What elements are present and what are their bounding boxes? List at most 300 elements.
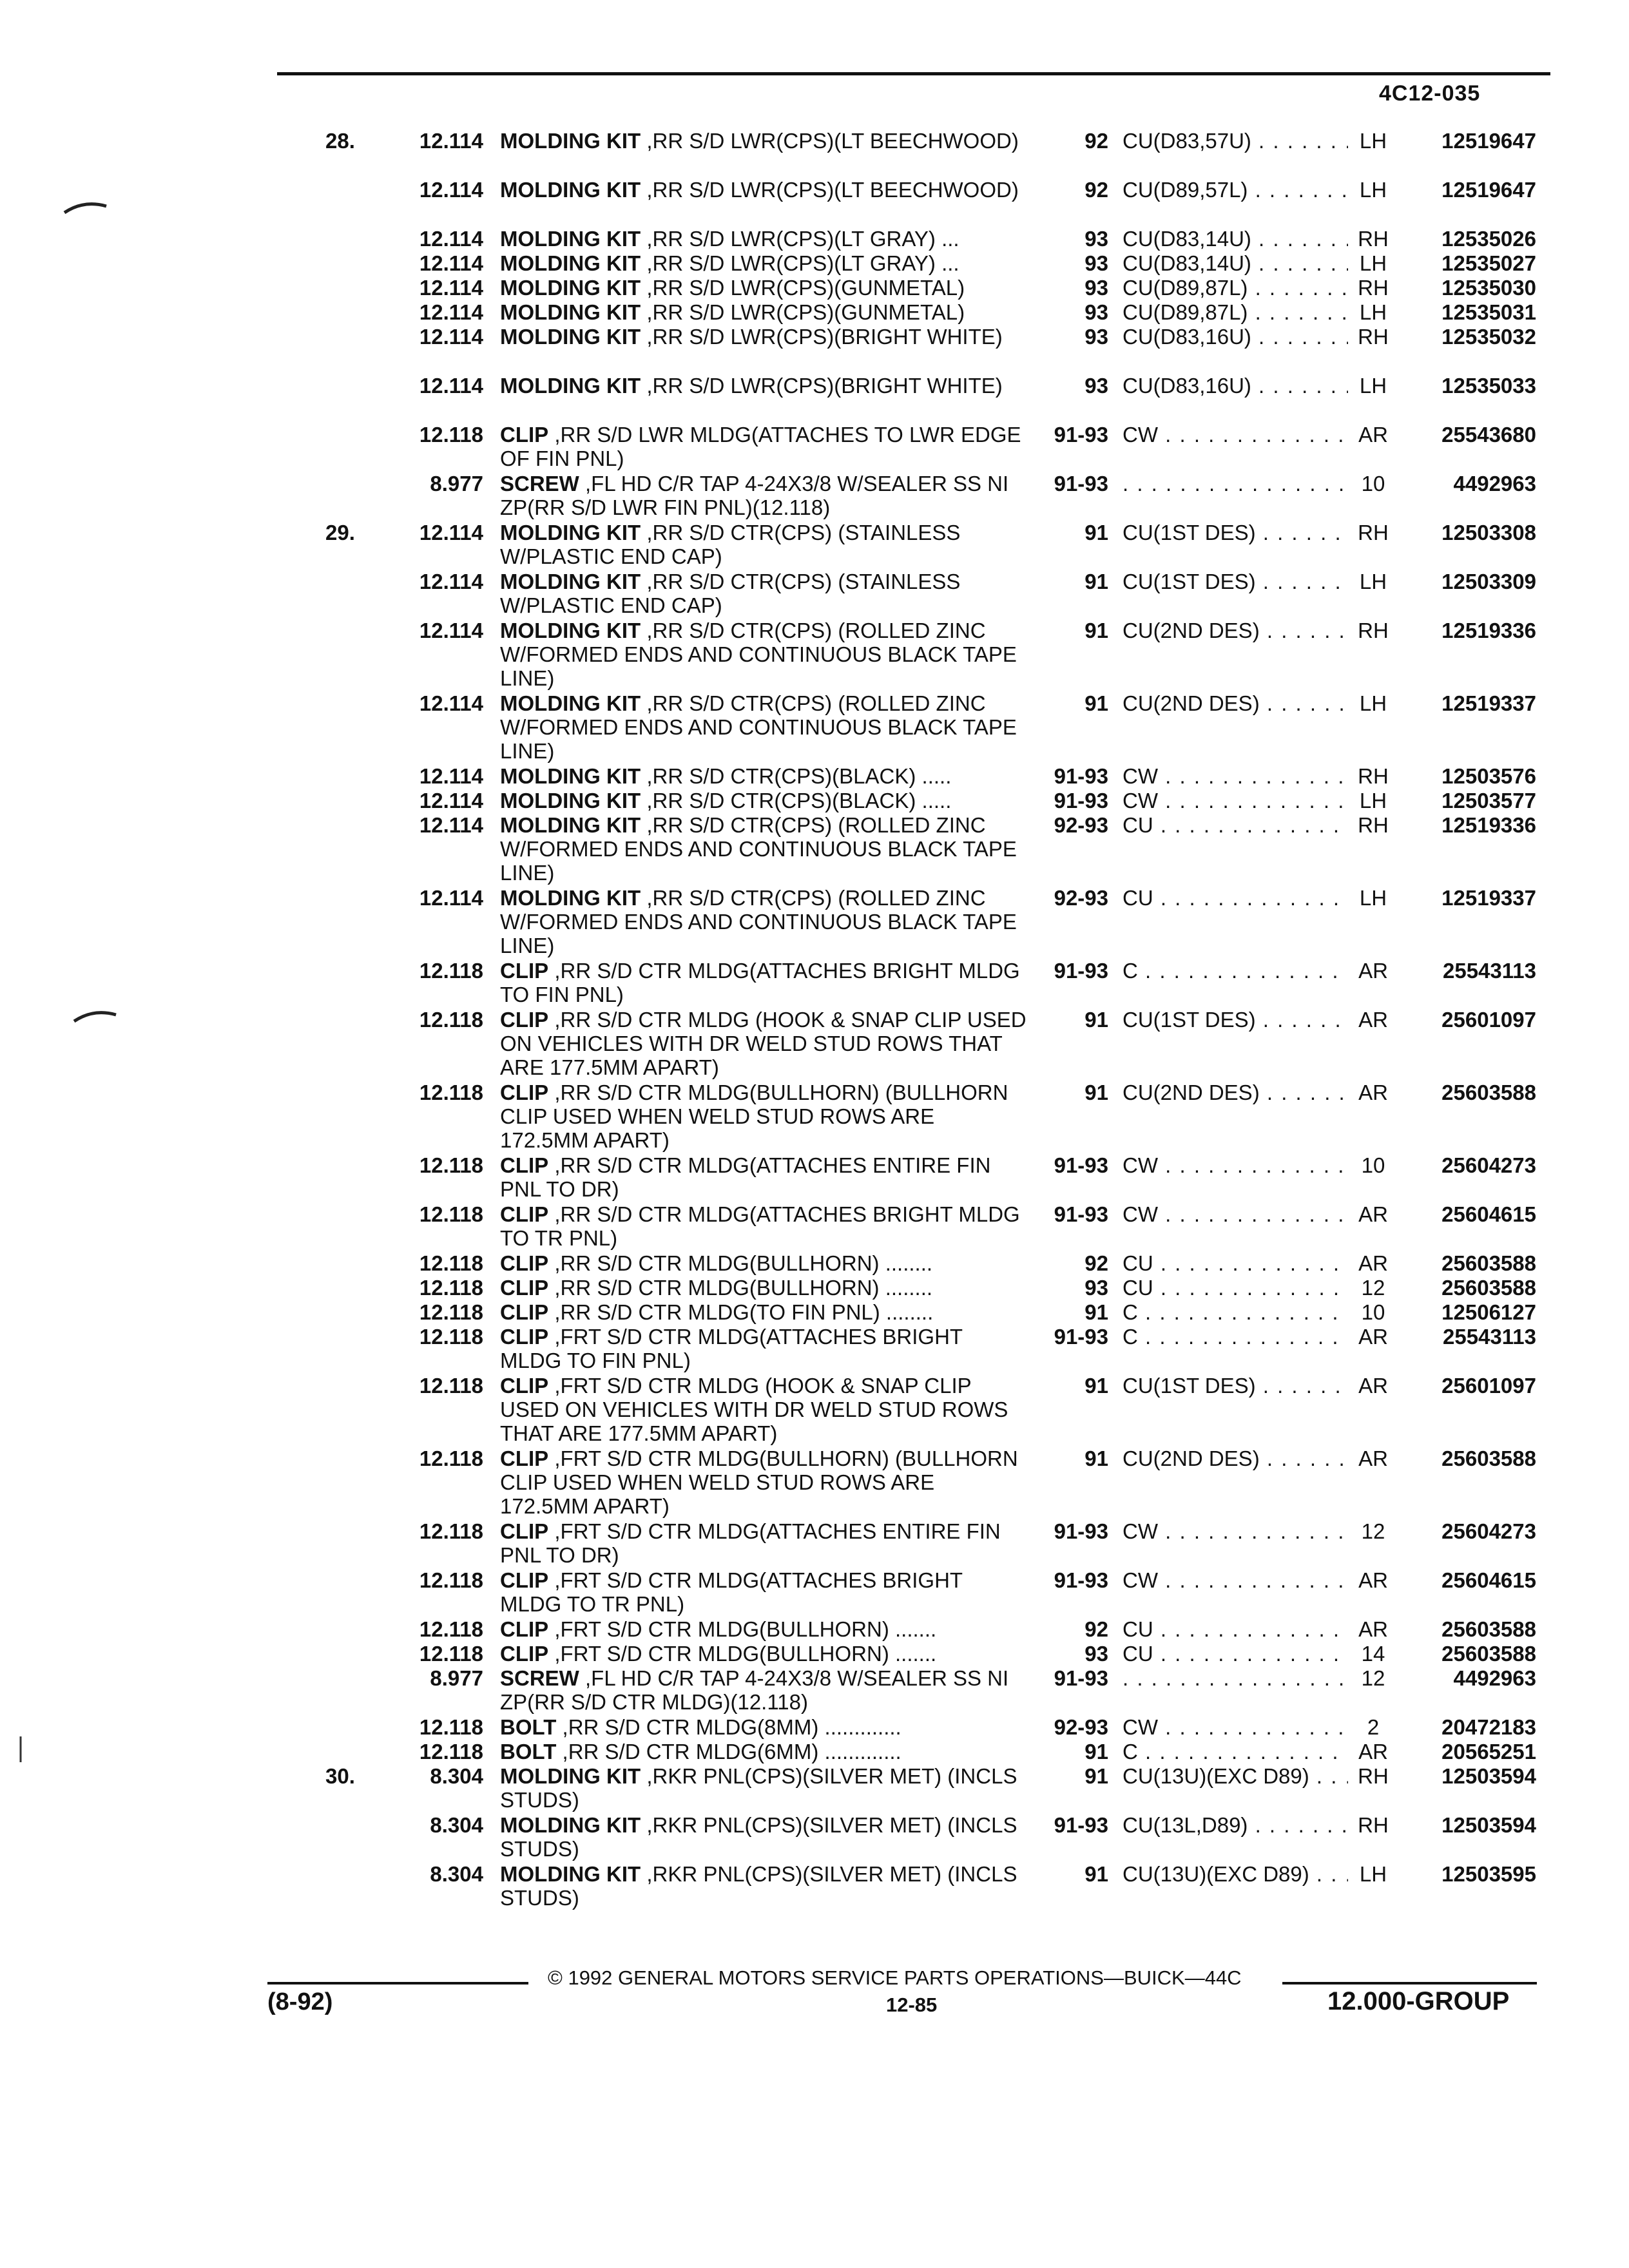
part-detail: ,RR S/D CTR(CPS)(BLACK) ..... bbox=[641, 764, 952, 788]
usage-code: C . . . bbox=[1123, 1300, 1348, 1324]
usage-code: CU(2ND DES) . . . bbox=[1123, 1081, 1348, 1104]
part-description bbox=[500, 691, 1028, 763]
list-item bbox=[0, 1446, 1629, 1519]
usage-code: C . . . bbox=[1123, 959, 1348, 983]
part-name: MOLDING KIT bbox=[500, 764, 641, 788]
group-number: 12.114 bbox=[419, 129, 483, 153]
list-item bbox=[0, 472, 1629, 521]
model-year: 93 bbox=[1084, 276, 1108, 300]
group-number: 12.114 bbox=[419, 619, 483, 642]
group-number: 8.304 bbox=[430, 1813, 483, 1837]
part-name: BOLT bbox=[500, 1715, 557, 1739]
part-description bbox=[500, 1740, 1028, 1763]
part-number: 25603588 bbox=[1441, 1081, 1536, 1104]
list-item bbox=[0, 129, 1629, 178]
part-number: 12503594 bbox=[1441, 1813, 1536, 1837]
model-year: 93 bbox=[1084, 251, 1108, 275]
group-number: 12.114 bbox=[419, 691, 483, 715]
quantity: AR bbox=[1358, 1008, 1388, 1032]
model-year: 92 bbox=[1084, 129, 1108, 153]
group-number: 12.118 bbox=[419, 1519, 483, 1543]
list-item bbox=[0, 521, 1629, 570]
part-name: CLIP bbox=[500, 1202, 549, 1226]
group-number: 12.118 bbox=[419, 1617, 483, 1641]
usage-code: CU(D83,16U) . . . bbox=[1123, 325, 1348, 349]
quantity: 10 bbox=[1361, 1153, 1385, 1177]
quantity: RH bbox=[1358, 1764, 1389, 1788]
usage-code: CU(2ND DES) . . . bbox=[1123, 691, 1348, 715]
list-item bbox=[0, 1251, 1629, 1276]
usage-code: CU(D89,87L) . . . bbox=[1123, 300, 1348, 324]
group-number: 12.118 bbox=[419, 1642, 483, 1666]
footer-group: 12.000-GROUP bbox=[1327, 1987, 1510, 2015]
part-detail: ,RR S/D LWR(CPS)(BRIGHT WHITE) bbox=[641, 325, 1003, 349]
model-year: 91 bbox=[1084, 1862, 1108, 1886]
part-number: 4492963 bbox=[1453, 472, 1536, 495]
model-year: 91-93 bbox=[1054, 959, 1108, 983]
model-year: 91 bbox=[1084, 521, 1108, 544]
part-number: 25543113 bbox=[1442, 959, 1536, 983]
group-number: 12.118 bbox=[419, 1740, 483, 1763]
figure-number: 30. bbox=[325, 1764, 355, 1788]
group-number: 12.118 bbox=[419, 423, 483, 447]
part-description bbox=[500, 570, 1028, 617]
quantity: AR bbox=[1358, 1081, 1388, 1104]
model-year: 91-93 bbox=[1054, 764, 1108, 788]
part-detail: ,FRT S/D CTR MLDG(ATTACHES BRIGHT MLDG TO TR PNL) bbox=[500, 1568, 963, 1616]
group-number: 12.118 bbox=[419, 959, 483, 983]
group-number: 12.118 bbox=[419, 1446, 483, 1470]
part-number: 25603588 bbox=[1441, 1642, 1536, 1666]
model-year: 93 bbox=[1084, 300, 1108, 324]
usage-code: CU(1ST DES) . . . bbox=[1123, 570, 1348, 593]
part-number: 12535032 bbox=[1441, 325, 1536, 349]
part-description bbox=[500, 789, 1028, 812]
part-description bbox=[500, 1568, 1028, 1616]
part-description bbox=[500, 1153, 1028, 1201]
part-name: BOLT bbox=[500, 1740, 557, 1763]
part-number: 12535031 bbox=[1441, 300, 1536, 324]
model-year: 92-93 bbox=[1054, 1715, 1108, 1739]
usage-code: CU(D83,16U) . . . bbox=[1123, 374, 1348, 398]
part-description bbox=[500, 1617, 1028, 1641]
part-description bbox=[500, 325, 1028, 349]
part-number: 12535027 bbox=[1441, 251, 1536, 275]
group-number: 12.118 bbox=[419, 1300, 483, 1324]
model-year: 92 bbox=[1084, 1617, 1108, 1641]
group-number: 8.304 bbox=[430, 1862, 483, 1886]
model-year: 91-93 bbox=[1054, 1568, 1108, 1592]
part-detail: ,RR S/D CTR(CPS) (STAINLESS W/PLASTIC END CAP) bbox=[500, 570, 961, 617]
model-year: 91 bbox=[1084, 1374, 1108, 1398]
part-description bbox=[500, 1374, 1028, 1445]
usage-code: CU(1ST DES) . . . bbox=[1123, 1008, 1348, 1032]
part-detail: ,RKR PNL(CPS)(SILVER MET) (INCLS STUDS) bbox=[500, 1862, 1017, 1910]
group-number: 12.114 bbox=[419, 276, 483, 300]
part-number: 25604273 bbox=[1441, 1153, 1536, 1177]
part-number: 25543113 bbox=[1442, 1325, 1536, 1349]
model-year: 92-93 bbox=[1054, 813, 1108, 837]
model-year: 91-93 bbox=[1054, 1666, 1108, 1690]
part-number: 20472183 bbox=[1441, 1715, 1536, 1739]
list-item bbox=[0, 1081, 1629, 1153]
model-year: 91 bbox=[1084, 1446, 1108, 1470]
part-detail: ,RR S/D CTR MLDG(ATTACHES BRIGHT MLDG TO TR PNL) bbox=[500, 1202, 1020, 1250]
part-detail: ,RKR PNL(CPS)(SILVER MET) (INCLS STUDS) bbox=[500, 1813, 1017, 1861]
part-name: MOLDING KIT bbox=[500, 1813, 641, 1837]
group-number: 12.114 bbox=[419, 227, 483, 251]
list-item bbox=[0, 423, 1629, 472]
list-item bbox=[0, 276, 1629, 300]
part-detail: ,FL HD C/R TAP 4-24X3/8 W/SEALER SS NI ZP(RR S/D LWR FIN PNL)(12.118) bbox=[500, 472, 1009, 519]
parts-list bbox=[0, 129, 1629, 1911]
part-number: 25601097 bbox=[1441, 1008, 1536, 1032]
list-item bbox=[0, 691, 1629, 764]
part-detail: ,RR S/D CTR MLDG(BULLHORN) ........ bbox=[548, 1251, 933, 1275]
part-description bbox=[500, 1276, 1028, 1300]
part-number: 4492963 bbox=[1453, 1666, 1536, 1690]
part-detail: ,RR S/D CTR MLDG (HOOK & SNAP CLIP USED ON VEHICLES WITH DR WELD STUD ROWS THAT ARE 177.5MM APART) bbox=[500, 1008, 1027, 1079]
quantity: 12 bbox=[1361, 1666, 1385, 1690]
model-year: 91-93 bbox=[1054, 1202, 1108, 1226]
list-item bbox=[0, 570, 1629, 619]
part-name: CLIP bbox=[500, 1374, 549, 1398]
model-year: 91-93 bbox=[1054, 1813, 1108, 1837]
part-description bbox=[500, 1081, 1028, 1152]
part-description bbox=[500, 1202, 1028, 1250]
usage-code: CW . . . bbox=[1123, 1202, 1348, 1226]
list-item bbox=[0, 1568, 1629, 1617]
model-year: 91-93 bbox=[1054, 423, 1108, 447]
figure-number: 28. bbox=[325, 129, 355, 153]
part-description bbox=[500, 959, 1028, 1006]
part-number: 12503595 bbox=[1441, 1862, 1536, 1886]
list-item bbox=[0, 1008, 1629, 1081]
part-number: 12503309 bbox=[1441, 570, 1536, 593]
footer-date: (8-92) bbox=[267, 1988, 333, 2015]
usage-code: CW . . . bbox=[1123, 789, 1348, 812]
quantity: AR bbox=[1358, 959, 1388, 983]
part-detail: ,RR S/D LWR MLDG(ATTACHES TO LWR EDGE OF FIN PNL) bbox=[500, 423, 1021, 470]
part-number: 20565251 bbox=[1441, 1740, 1536, 1763]
quantity: RH bbox=[1358, 227, 1389, 251]
quantity: AR bbox=[1358, 1568, 1388, 1592]
group-number: 12.114 bbox=[419, 251, 483, 275]
list-item bbox=[0, 1300, 1629, 1325]
list-item bbox=[0, 1764, 1629, 1813]
part-name: SCREW bbox=[500, 472, 579, 495]
top-rule bbox=[277, 72, 1550, 75]
quantity: LH bbox=[1359, 886, 1387, 910]
part-description bbox=[500, 1519, 1028, 1567]
usage-code: CU(D89,57L) . . . bbox=[1123, 178, 1348, 202]
usage-code: CU . . . bbox=[1123, 813, 1348, 837]
part-number: 12535026 bbox=[1441, 227, 1536, 251]
part-description bbox=[500, 423, 1028, 470]
part-number: 12519647 bbox=[1441, 129, 1536, 153]
model-year: 93 bbox=[1084, 1276, 1108, 1300]
footer-copyright: © 1992 GENERAL MOTORS SERVICE PARTS OPERATIONS—BUICK—44C bbox=[548, 1966, 1242, 1989]
part-number: 25601097 bbox=[1441, 1374, 1536, 1398]
figure-number: 29. bbox=[325, 521, 355, 544]
quantity: AR bbox=[1358, 1740, 1388, 1763]
list-item bbox=[0, 1813, 1629, 1862]
quantity: LH bbox=[1359, 1862, 1387, 1886]
quantity: LH bbox=[1359, 178, 1387, 202]
usage-code: CU(D89,87L) . . . bbox=[1123, 276, 1348, 300]
model-year: 91 bbox=[1084, 619, 1108, 642]
part-number: 12503308 bbox=[1441, 521, 1536, 544]
part-name: CLIP bbox=[500, 1008, 549, 1032]
group-number: 12.118 bbox=[419, 1715, 483, 1739]
part-name: CLIP bbox=[500, 1446, 549, 1470]
quantity: LH bbox=[1359, 300, 1387, 324]
part-name: MOLDING KIT bbox=[500, 1862, 641, 1886]
usage-code: CU . . . bbox=[1123, 886, 1348, 910]
part-name: CLIP bbox=[500, 1251, 549, 1275]
part-number: 12503577 bbox=[1441, 789, 1536, 812]
usage-code: CU(2ND DES) . . . bbox=[1123, 1446, 1348, 1470]
part-detail: ,RR S/D CTR(CPS) (ROLLED ZINC W/FORMED ENDS AND CONTINUOUS BLACK TAPE LINE) bbox=[500, 813, 1017, 885]
part-description bbox=[500, 1251, 1028, 1275]
model-year: 92 bbox=[1084, 178, 1108, 202]
model-year: 92-93 bbox=[1054, 886, 1108, 910]
part-name: MOLDING KIT bbox=[500, 227, 641, 251]
quantity: 14 bbox=[1361, 1642, 1385, 1666]
part-name: MOLDING KIT bbox=[500, 325, 641, 349]
usage-code bbox=[1123, 472, 1348, 495]
part-detail: ,FRT S/D CTR MLDG(ATTACHES BRIGHT MLDG TO FIN PNL) bbox=[500, 1325, 963, 1372]
part-description bbox=[500, 276, 1028, 300]
part-detail: ,RR S/D LWR(CPS)(LT BEECHWOOD) bbox=[641, 129, 1019, 153]
group-number: 12.118 bbox=[419, 1276, 483, 1300]
quantity: 10 bbox=[1361, 472, 1385, 495]
part-number: 12519336 bbox=[1441, 813, 1536, 837]
model-year: 91 bbox=[1084, 1764, 1108, 1788]
group-number: 12.118 bbox=[419, 1251, 483, 1275]
part-description bbox=[500, 1862, 1028, 1910]
part-name: MOLDING KIT bbox=[500, 1764, 641, 1788]
group-number: 12.114 bbox=[419, 886, 483, 910]
usage-code: CU . . . bbox=[1123, 1276, 1348, 1300]
list-item bbox=[0, 789, 1629, 813]
part-detail: ,FRT S/D CTR MLDG(ATTACHES ENTIRE FIN PNL TO DR) bbox=[500, 1519, 1001, 1567]
usage-code: CW . . . bbox=[1123, 423, 1348, 447]
model-year: 91 bbox=[1084, 1740, 1108, 1763]
page-code: 4C12-035 bbox=[1379, 81, 1481, 106]
quantity: AR bbox=[1358, 1446, 1388, 1470]
part-name: MOLDING KIT bbox=[500, 619, 641, 642]
list-item bbox=[0, 1642, 1629, 1666]
quantity: LH bbox=[1359, 374, 1387, 398]
part-number: 25603588 bbox=[1441, 1446, 1536, 1470]
part-description bbox=[500, 1642, 1028, 1666]
usage-code: CU . . . bbox=[1123, 1251, 1348, 1275]
part-name: MOLDING KIT bbox=[500, 886, 641, 910]
part-number: 12519337 bbox=[1441, 886, 1536, 910]
model-year: 93 bbox=[1084, 1642, 1108, 1666]
part-name: CLIP bbox=[500, 1153, 549, 1177]
group-number: 12.114 bbox=[419, 521, 483, 544]
part-detail: ,RR S/D CTR(CPS) (ROLLED ZINC W/FORMED ENDS AND CONTINUOUS BLACK TAPE LINE) bbox=[500, 691, 1017, 763]
part-detail: ,RR S/D CTR MLDG(8MM) ............. bbox=[556, 1715, 901, 1739]
part-name: MOLDING KIT bbox=[500, 813, 641, 837]
model-year: 91-93 bbox=[1054, 1519, 1108, 1543]
quantity: LH bbox=[1359, 251, 1387, 275]
part-detail: ,RR S/D LWR(CPS)(GUNMETAL) bbox=[641, 276, 965, 300]
list-item bbox=[0, 178, 1629, 227]
group-number: 12.118 bbox=[419, 1202, 483, 1226]
part-detail: ,RR S/D LWR(CPS)(BRIGHT WHITE) bbox=[641, 374, 1003, 398]
list-item bbox=[0, 1276, 1629, 1300]
part-name: MOLDING KIT bbox=[500, 521, 641, 544]
usage-code: CU(1ST DES) . . . bbox=[1123, 1374, 1348, 1398]
footer-rule-left bbox=[267, 1982, 528, 1984]
usage-code: CW . . . bbox=[1123, 1153, 1348, 1177]
part-description bbox=[500, 251, 1028, 275]
usage-code: CU(2ND DES) . . . bbox=[1123, 619, 1348, 642]
model-year: 93 bbox=[1084, 227, 1108, 251]
group-number: 12.114 bbox=[419, 325, 483, 349]
group-number: 12.114 bbox=[419, 374, 483, 398]
list-item bbox=[0, 959, 1629, 1008]
usage-code: CU(13L,D89) . . . bbox=[1123, 1813, 1348, 1837]
part-description bbox=[500, 813, 1028, 885]
part-number: 12519647 bbox=[1441, 178, 1536, 202]
group-number: 12.118 bbox=[419, 1568, 483, 1592]
part-number: 12503576 bbox=[1441, 764, 1536, 788]
part-name: MOLDING KIT bbox=[500, 300, 641, 324]
part-name: MOLDING KIT bbox=[500, 129, 641, 153]
part-number: 25604615 bbox=[1441, 1568, 1536, 1592]
part-name: CLIP bbox=[500, 1325, 549, 1349]
quantity: RH bbox=[1358, 1813, 1389, 1837]
part-number: 12535030 bbox=[1441, 276, 1536, 300]
part-name: SCREW bbox=[500, 1666, 579, 1690]
usage-code: CU . . . bbox=[1123, 1642, 1348, 1666]
list-item bbox=[0, 1519, 1629, 1568]
group-number: 12.114 bbox=[419, 789, 483, 812]
part-detail: ,FRT S/D CTR MLDG(BULLHORN) ....... bbox=[548, 1642, 937, 1666]
quantity: AR bbox=[1358, 1617, 1388, 1641]
part-description bbox=[500, 1666, 1028, 1714]
part-description bbox=[500, 1008, 1028, 1079]
model-year: 91 bbox=[1084, 691, 1108, 715]
group-number: 8.304 bbox=[430, 1764, 483, 1788]
quantity: RH bbox=[1358, 276, 1389, 300]
part-number: 25603588 bbox=[1441, 1276, 1536, 1300]
part-name: CLIP bbox=[500, 1519, 549, 1543]
list-item bbox=[0, 374, 1629, 423]
part-name: CLIP bbox=[500, 1300, 549, 1324]
quantity: RH bbox=[1358, 325, 1389, 349]
list-item bbox=[0, 1715, 1629, 1740]
group-number: 12.118 bbox=[419, 1374, 483, 1398]
part-name: MOLDING KIT bbox=[500, 570, 641, 593]
part-name: MOLDING KIT bbox=[500, 276, 641, 300]
quantity: LH bbox=[1359, 129, 1387, 153]
part-description bbox=[500, 374, 1028, 398]
list-item bbox=[0, 619, 1629, 691]
part-description bbox=[500, 1715, 1028, 1739]
usage-code: CW . . . bbox=[1123, 764, 1348, 788]
model-year: 91-93 bbox=[1054, 472, 1108, 495]
usage-code: C . . . bbox=[1123, 1740, 1348, 1763]
part-detail: ,RR S/D CTR(CPS) (ROLLED ZINC W/FORMED ENDS AND CONTINUOUS BLACK TAPE LINE) bbox=[500, 886, 1017, 957]
part-number: 25604615 bbox=[1441, 1202, 1536, 1226]
quantity: 12 bbox=[1361, 1276, 1385, 1300]
list-item bbox=[0, 1617, 1629, 1642]
part-detail: ,RR S/D LWR(CPS)(LT GRAY) ... bbox=[641, 227, 959, 251]
part-detail: ,RR S/D CTR(CPS)(BLACK) ..... bbox=[641, 789, 952, 812]
part-name: CLIP bbox=[500, 1642, 549, 1666]
group-number: 12.118 bbox=[419, 1153, 483, 1177]
quantity: 2 bbox=[1367, 1715, 1380, 1739]
list-item bbox=[0, 813, 1629, 886]
part-detail: ,RR S/D CTR(CPS) (STAINLESS W/PLASTIC END CAP) bbox=[500, 521, 961, 568]
model-year: 93 bbox=[1084, 325, 1108, 349]
list-item bbox=[0, 300, 1629, 325]
part-description bbox=[500, 300, 1028, 324]
part-number: 12506127 bbox=[1441, 1300, 1536, 1324]
model-year: 91-93 bbox=[1054, 789, 1108, 812]
group-number: 12.118 bbox=[419, 1008, 483, 1032]
part-description bbox=[500, 472, 1028, 519]
part-detail: ,FL HD C/R TAP 4-24X3/8 W/SEALER SS NI ZP(RR S/D CTR MLDG)(12.118) bbox=[500, 1666, 1009, 1714]
part-number: 25604273 bbox=[1441, 1519, 1536, 1543]
part-detail: ,FRT S/D CTR MLDG (HOOK & SNAP CLIP USED ON VEHICLES WITH DR WELD STUD ROWS THAT ARE 177.5MM APART) bbox=[500, 1374, 1008, 1445]
part-description bbox=[500, 1813, 1028, 1861]
group-number: 12.114 bbox=[419, 570, 483, 593]
part-detail: ,RR S/D LWR(CPS)(LT BEECHWOOD) bbox=[641, 178, 1019, 202]
part-description bbox=[500, 227, 1028, 251]
list-item bbox=[0, 1325, 1629, 1374]
list-item bbox=[0, 227, 1629, 251]
part-name: CLIP bbox=[500, 1276, 549, 1300]
quantity: RH bbox=[1358, 619, 1389, 642]
part-number: 25603588 bbox=[1441, 1251, 1536, 1275]
usage-code: CU . . . bbox=[1123, 1617, 1348, 1641]
quantity: RH bbox=[1358, 813, 1389, 837]
usage-code: CU(1ST DES) . . . bbox=[1123, 521, 1348, 544]
part-number: 12503594 bbox=[1441, 1764, 1536, 1788]
part-description bbox=[500, 1325, 1028, 1372]
usage-code bbox=[1123, 1666, 1348, 1690]
usage-code: CW . . . bbox=[1123, 1715, 1348, 1739]
part-description bbox=[500, 129, 1028, 153]
list-item bbox=[0, 1374, 1629, 1446]
quantity: AR bbox=[1358, 423, 1388, 447]
quantity: RH bbox=[1358, 521, 1389, 544]
model-year: 91 bbox=[1084, 570, 1108, 593]
model-year: 92 bbox=[1084, 1251, 1108, 1275]
quantity: AR bbox=[1358, 1374, 1388, 1398]
part-name: CLIP bbox=[500, 1081, 549, 1104]
part-detail: ,FRT S/D CTR MLDG(BULLHORN) (BULLHORN CLIP USED WHEN WELD STUD ROWS ARE 172.5MM APART) bbox=[500, 1446, 1018, 1518]
part-description bbox=[500, 1764, 1028, 1812]
group-number: 12.114 bbox=[419, 764, 483, 788]
part-detail: ,RR S/D CTR(CPS) (ROLLED ZINC W/FORMED ENDS AND CONTINUOUS BLACK TAPE LINE) bbox=[500, 619, 1017, 690]
part-name: MOLDING KIT bbox=[500, 251, 641, 275]
part-detail: ,RR S/D CTR MLDG(ATTACHES ENTIRE FIN PNL TO DR) bbox=[500, 1153, 991, 1201]
part-name: MOLDING KIT bbox=[500, 178, 641, 202]
part-detail: ,FRT S/D CTR MLDG(BULLHORN) ....... bbox=[548, 1617, 937, 1641]
quantity: 10 bbox=[1361, 1300, 1385, 1324]
part-number: 25543680 bbox=[1441, 423, 1536, 447]
part-detail: ,RKR PNL(CPS)(SILVER MET) (INCLS STUDS) bbox=[500, 1764, 1017, 1812]
list-item bbox=[0, 1202, 1629, 1251]
quantity: AR bbox=[1358, 1251, 1388, 1275]
